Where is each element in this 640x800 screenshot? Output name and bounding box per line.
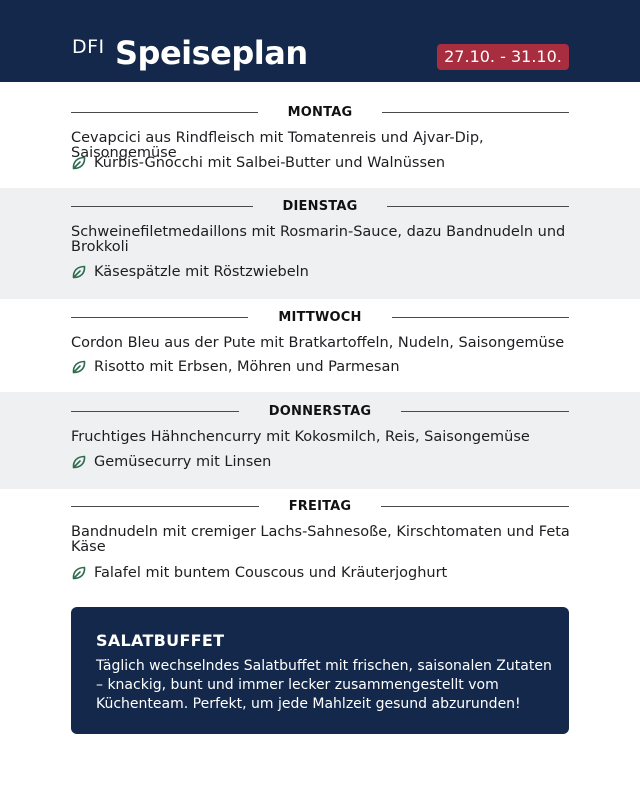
page-title: Speiseplan xyxy=(115,34,308,72)
day-section-monday xyxy=(0,82,640,188)
divider-line xyxy=(387,206,569,207)
leaf-icon xyxy=(71,565,87,581)
divider-line xyxy=(71,317,248,318)
main-dish: Schweinefiletmedaillons mit Rosmarin-Sauce, dazu Bandnudeln und Brokkoli xyxy=(71,224,566,255)
leaf-icon xyxy=(71,454,87,470)
veggie-dish: Gemüsecurry mit Linsen xyxy=(94,454,272,470)
day-section-friday xyxy=(0,489,640,599)
divider-line xyxy=(71,506,259,507)
divider-line xyxy=(71,411,239,412)
day-name: MITTWOCH xyxy=(278,309,362,325)
date-range-badge: 27.10. - 31.10. xyxy=(437,44,569,70)
veggie-dish-row xyxy=(71,453,571,471)
divider-line xyxy=(381,506,569,507)
day-header xyxy=(71,401,569,421)
divider-line xyxy=(71,206,253,207)
main-dish: Cevapcici aus Rindfleisch mit Tomatenreis und Ajvar-Dip, Saisongemüse xyxy=(71,130,484,161)
salad-buffet-title: SALATBUFFET xyxy=(96,631,225,650)
day-header xyxy=(71,196,569,216)
divider-line xyxy=(392,317,569,318)
veggie-dish: Risotto mit Erbsen, Möhren und Parmesan xyxy=(94,359,400,375)
leaf-icon xyxy=(71,155,87,171)
day-name: DIENSTAG xyxy=(282,198,358,214)
day-header xyxy=(71,307,569,327)
day-header xyxy=(71,496,569,516)
salad-buffet-box xyxy=(71,607,569,734)
main-dish: Bandnudeln mit cremiger Lachs-Sahnesoße, Kirschtomaten und Feta Käse xyxy=(71,524,570,555)
day-name: DONNERSTAG xyxy=(268,403,372,419)
day-header xyxy=(71,102,569,122)
veggie-dish-row xyxy=(71,263,571,281)
day-name: FREITAG xyxy=(288,498,352,514)
leaf-icon xyxy=(71,264,87,280)
main-dish: Cordon Bleu aus der Pute mit Bratkartoffeln, Nudeln, Saisongemüse xyxy=(71,335,565,351)
veggie-dish-row xyxy=(71,564,571,582)
veggie-dish: Käsespätzle mit Röstzwiebeln xyxy=(94,264,309,280)
day-section-wednesday xyxy=(0,299,640,392)
divider-line xyxy=(382,112,569,113)
veggie-dish-row xyxy=(71,154,571,172)
day-section-tuesday xyxy=(0,188,640,299)
day-name: MONTAG xyxy=(287,104,353,120)
veggie-dish: Falafel mit buntem Couscous und Kräuterjoghurt xyxy=(94,565,448,581)
leaf-icon xyxy=(71,359,87,375)
header-banner xyxy=(0,0,640,82)
brand-label: DFI xyxy=(72,36,105,58)
main-dish: Fruchtiges Hähnchencurry mit Kokosmilch, Reis, Saisongemüse xyxy=(71,429,530,445)
divider-line xyxy=(71,112,258,113)
day-section-thursday xyxy=(0,392,640,489)
divider-line xyxy=(401,411,569,412)
salad-buffet-text: Täglich wechselndes Salatbuffet mit frischen, saisonalen Zutaten – knackig, bunt und immer lecker zusammengestellt vom Küchenteam. Perfekt, um jede Mahlzeit gesund abzurunden! xyxy=(96,658,552,712)
veggie-dish: Kürbis-Gnocchi mit Salbei-Butter und Walnüssen xyxy=(94,155,446,171)
veggie-dish-row xyxy=(71,358,571,376)
